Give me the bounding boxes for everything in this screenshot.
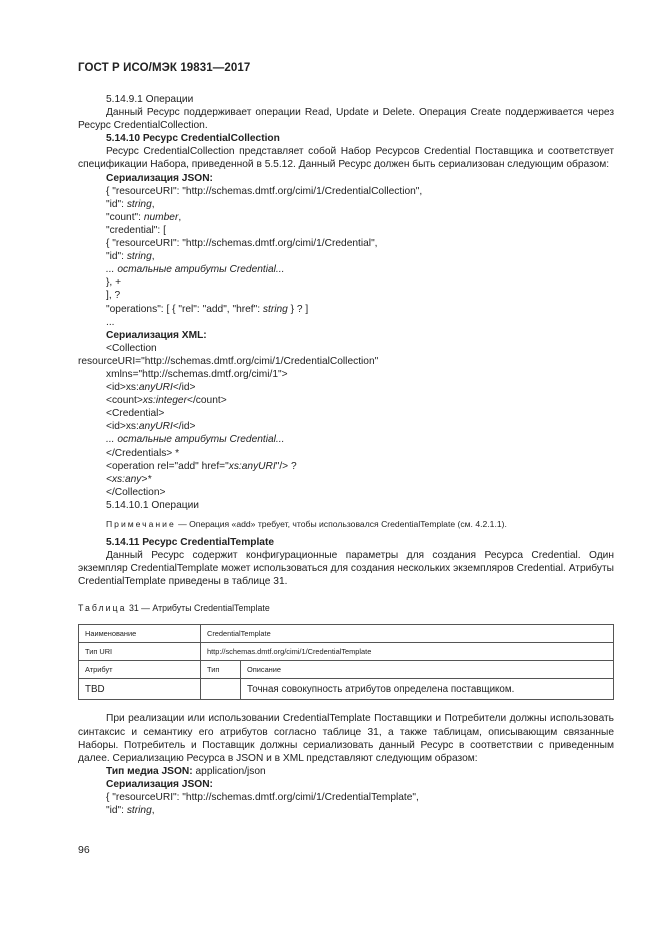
code-line: ... остальные атрибуты Credential... [106,264,285,276]
code-line: "id": string, [106,198,155,210]
code-line: ... [106,316,115,328]
code-line: "id": string, [106,805,155,817]
code-line: xmlns="http://schemas.dmtf.org/cimi/1"> [106,368,288,380]
table-cell: Наименование [79,625,201,643]
table-cell: Тип URI [79,643,201,661]
page-body [78,93,614,817]
section-heading: 5.14.10.1 Операции [106,499,199,511]
code-line: }, + [106,277,122,289]
page-number: 96 [78,844,90,856]
paragraph: Данный Ресурс содержит конфигурационные параметры для создания Ресурса Credential. Один экземпляр CredentialTemplate может использоваться для создания нескольких экземпляров Credential. Атрибуты CredentialTemplate приведены в таблице 31. [78,550,615,588]
table-row [79,625,614,643]
code-line: <Collection [106,342,157,354]
code-line: "id": string, [106,251,155,263]
code-line: resourceURI="http://schemas.dmtf.org/cimi/1/CredentialCollection" [78,355,379,367]
code-line: { "resourceURI": "http://schemas.dmtf.org/cimi/1/CredentialCollection", [106,185,423,197]
code-line: </Credentials> * [106,447,180,459]
section-heading: 5.14.10 Ресурс CredentialCollection [106,133,280,145]
page-header: ГОСТ Р ИСО/МЭК 19831—2017 [78,62,251,74]
paragraph: Данный Ресурс поддерживает операции Read, Update и Delete. Операция Create поддерживается через Ресурс CredentialCollection. [78,107,614,132]
table-cell: Тип [201,661,241,679]
paragraph: При реализации или использовании CredentialTemplate Поставщики и Потребители должны использовать синтаксис и семантику его атрибутов согласно таблице 31, а также таблицам, описывающим связанные Наборы. Потребитель и Поставщик должны сериализовать данный Ресурс в соответствии с приведенным далее. Сериализацию Ресурса в JSON и в XML представляют следующим образом: [78,713,614,764]
table-row [79,643,614,661]
table-cell: Описание [241,661,614,679]
note: Примечание — Операция «add» требует, чтобы использовался CredentialTemplate (см. 4.2.1.1). [106,519,507,529]
section-heading: 5.14.11 Ресурс CredentialTemplate [106,537,275,548]
json-serialization-label: Сериализация JSON: [106,778,213,790]
media-type-line: Тип медиа JSON: application/json [106,765,266,777]
code-line: <id>xs:anyURI</id> [106,382,196,394]
table-cell: Точная совокупность атрибутов определена поставщиком. [241,679,614,700]
paragraph: Ресурс CredentialCollection представляет собой Набор Ресурсов Credential Поставщика и соответствует спецификации Набора, приведенной в 5.5.12. Данный Ресурс должен быть сериализован следующим образом: [78,146,614,171]
code-line: </Collection> [106,486,166,498]
attributes-table [78,624,614,700]
code-line: <operation rel="add" href="xs:anyURI"/> ? [106,460,297,472]
xml-serialization-label: Сериализация XML: [106,329,207,341]
code-line: "operations": [ { "rel": "add", "href": string } ? ] [106,303,309,315]
code-line: <id>xs:anyURI</id> [106,421,196,433]
code-line: { "resourceURI": "http://schemas.dmtf.org/cimi/1/CredentialTemplate", [106,792,419,804]
code-line: { "resourceURI": "http://schemas.dmtf.org/cimi/1/Credential", [106,238,378,250]
table-row [79,679,614,700]
code-line: "credential": [ [106,224,166,236]
code-line: <count>xs:integer</count> [106,395,227,407]
code-line: "count": number, [106,211,182,223]
section-heading: 5.14.9.1 Операции [106,94,194,105]
code-line: <Credential> [106,408,165,420]
table-caption: Таблица 31 — Атрибуты CredentialTemplate [78,603,270,614]
table-cell: TBD [79,679,201,700]
table-cell: http://schemas.dmtf.org/cimi/1/CredentialTemplate [201,643,614,661]
table-cell [201,679,241,700]
code-line: <xs:any>* [106,473,152,485]
table-cell: CredentialTemplate [201,625,614,643]
code-line: ... остальные атрибуты Credential... [106,434,285,446]
table-cell: Атрибут [79,661,201,679]
json-serialization-label: Сериализация JSON: [106,172,213,184]
table-row [79,661,614,679]
code-line: ], ? [106,290,121,302]
